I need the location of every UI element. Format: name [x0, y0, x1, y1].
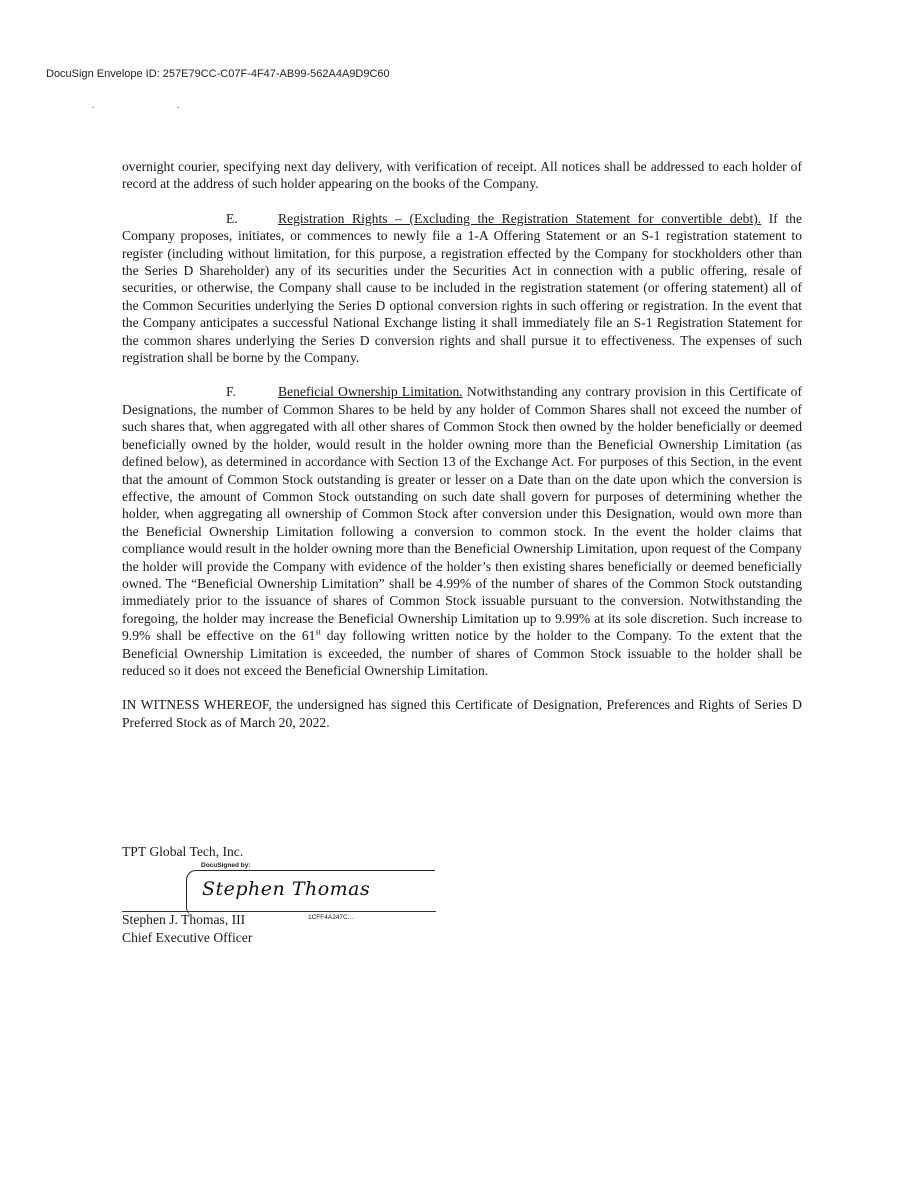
docusign-caption: DocuSigned by:: [198, 862, 253, 869]
document-body: [122, 158, 802, 748]
section-e-text: If the Company proposes, initiates, or commences to newly file a 1-A Offering Statement or an S-1 registration statement to register (including without limitation, for this purpose, a registration effected by the Company for stockholders other than the Series D Shareholder) any of its securities under the Securities Act in connection with a public offering, resale of securities, or otherwise, the Company shall cause to be included in the registration statement (or offering statement) all of the Common Securities underlying the Series D optional conversion rights in such offering or registration. In the event that the Company anticipates a successful National Exchange listing it shall immediately file an S-1 Registration Statement for the common shares underlying the Series D conversion rights and shall pursue it to effectiveness. The expenses of such registration shall be borne by the Company.: [122, 210, 802, 366]
signer-name: Stephen J. Thomas, III: [122, 912, 246, 927]
docusign-envelope-id: DocuSign Envelope ID: 257E79CC-C07F-4F47-AB99-562A4A9D9C60: [46, 68, 390, 80]
section-f: [122, 383, 802, 679]
section-f-letter: F.: [226, 384, 236, 400]
signer-id: 1CFF4A247C...: [308, 914, 354, 921]
section-f-superscript: st: [315, 627, 321, 637]
section-e-letter: E.: [226, 210, 238, 226]
section-f-heading: Beneficial Ownership Limitation.: [278, 384, 463, 400]
witness-paragraph: IN WITNESS WHEREOF, the undersigned has signed this Certificate of Designation, Preferences and Rights of Series D Preferred Stock as of March 20, 2022.: [122, 697, 802, 730]
section-f-text-2: day following written notice by the holder to the Company. To the extent that the Beneficial Ownership Limitation is exceeded, the number of shares of Common Stock issuable to the holder shall be reduced so it does not exceed the Beneficial Ownership Limitation.: [122, 628, 802, 678]
signature-block: [122, 862, 452, 956]
company-name: TPT Global Tech, Inc.: [122, 844, 244, 859]
handwritten-signature: Stephen Thomas: [202, 878, 371, 900]
section-e-heading: Registration Rights – (Excluding the Registration Statement for convertible debt).: [278, 210, 762, 226]
section-e: [122, 210, 802, 367]
scan-specks: . .: [92, 100, 220, 111]
section-f-text-1: Notwithstanding any contrary provision in this Certificate of Designations, the number of Common Shares to be held by any holder of Common Shares shall not exceed the number of such shares that, when aggregated with all other shares of Common Stock then owned by the holder beneficially or deemed beneficially owned by the holder, would result in the holder owning more than the Beneficial Ownership Limitation (as defined below), as determined in accordance with Section 13 of the Exchange Act. For purposes of this Section, in the event that the amount of Common Stock outstanding is greater or lesser on a Date than on the date upon which the conversion is effective, the amount of Common Stock outstanding on such date shall govern for purposes of determining whether the holder, when aggregating all ownership of Common Stock after conversion under this Designation, would own more than the Beneficial Ownership Limitation following a conversion to common stock. In the event the holder claims that compliance would result in the holder owning more than the Beneficial Ownership Limitation, upon request of the Company the holder will provide the Company with evidence of the holder’s then existing shares beneficially or deemed beneficially owned. The “Beneficial Ownership Limitation” shall be 4.99% of the number of shares of the Common Stock outstanding immediately prior to the issuance of shares of Common Stock issuable pursuant to the conversion. Notwithstanding the foregoing, the holder may increase the Beneficial Ownership Limitation up to 9.99% at its sole discretion. Such increase to 9.9% shall be effective on the 61: [122, 384, 803, 644]
signer-title: Chief Executive Officer: [122, 930, 253, 945]
paragraph-notices: overnight courier, specifying next day delivery, with verification of receipt. All notices shall be addressed to each holder of record at the address of such holder appearing on the books of the Company.: [122, 159, 802, 192]
